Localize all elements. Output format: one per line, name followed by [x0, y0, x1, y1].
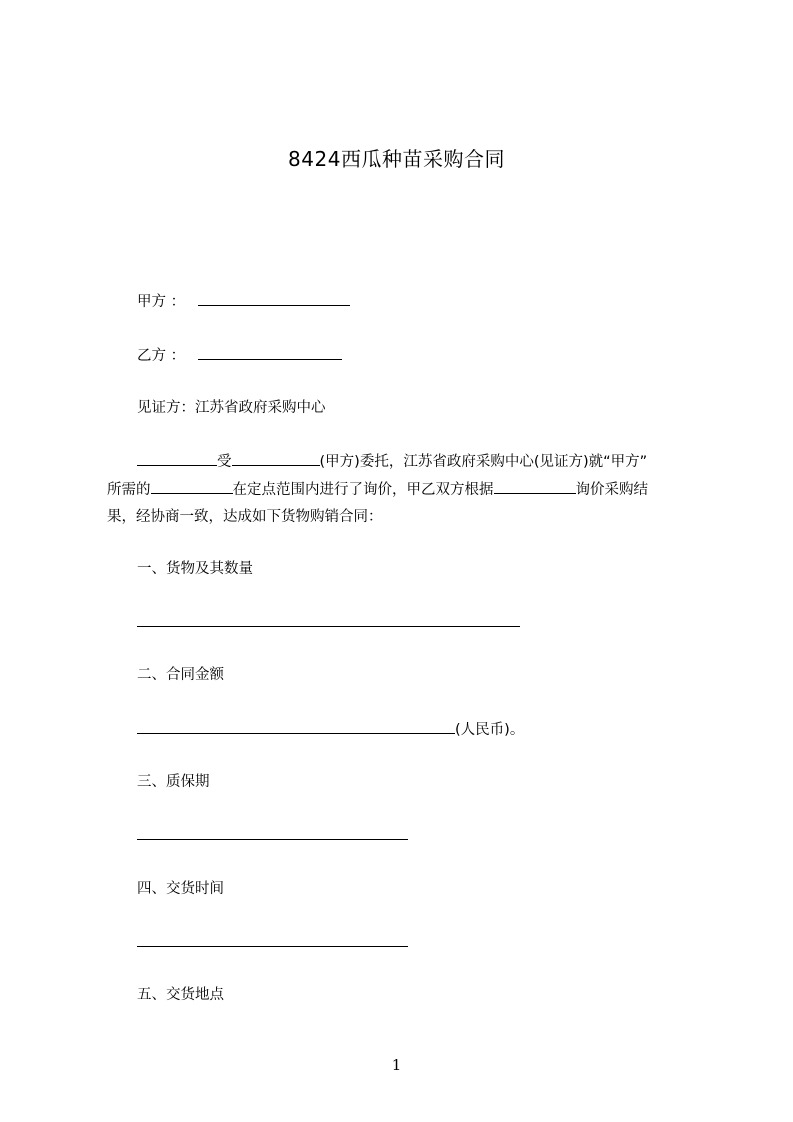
section-4-heading: 四、交货时间 — [137, 881, 224, 897]
party-b-row — [137, 345, 342, 366]
party-a-blank — [198, 291, 350, 306]
intro-line-2 — [107, 479, 648, 500]
intro-result: 询价采购结 — [575, 482, 648, 498]
party-a-row — [137, 291, 350, 312]
intro-blank-3 — [151, 479, 233, 494]
party-b-blank — [198, 345, 342, 360]
intro-needed: 所需的 — [107, 482, 151, 498]
intro-received: 受 — [217, 454, 232, 470]
section-2-heading: 二、合同金额 — [137, 667, 224, 683]
intro-blank-1 — [137, 451, 217, 466]
section-2-blank-line — [137, 719, 455, 734]
party-a-label: 甲方 ： — [137, 294, 186, 310]
section-4-blank-line — [137, 946, 408, 947]
section-3-blank-line — [137, 839, 408, 840]
section-2-amount-row — [137, 719, 524, 740]
document-title: 8424西瓜种苗采购合同 — [288, 147, 505, 171]
intro-blank-4 — [494, 479, 576, 494]
party-b-label: 乙方 ： — [137, 348, 186, 364]
intro-blank-2 — [232, 451, 320, 466]
section-2-currency: (人民币)。 — [455, 722, 525, 738]
section-1-heading: 一、货物及其数量 — [137, 561, 253, 577]
intro-entrust: (甲方)委托，江苏省政府采购中心(见证方)就“甲方” — [319, 454, 648, 470]
section-5-heading: 五、交货地点 — [137, 987, 224, 1003]
intro-inquiry: 在定点范围内进行了询价，甲乙双方根据 — [232, 482, 494, 498]
witness-line: 见证方：江苏省政府采购中心 — [137, 400, 326, 416]
page-number: 1 — [391, 1056, 402, 1074]
section-1-blank-line — [137, 626, 520, 627]
intro-line-1 — [137, 451, 647, 472]
intro-line-3: 果，经协商一致，达成如下货物购销合同： — [107, 509, 383, 525]
section-3-heading: 三、质保期 — [137, 774, 210, 790]
